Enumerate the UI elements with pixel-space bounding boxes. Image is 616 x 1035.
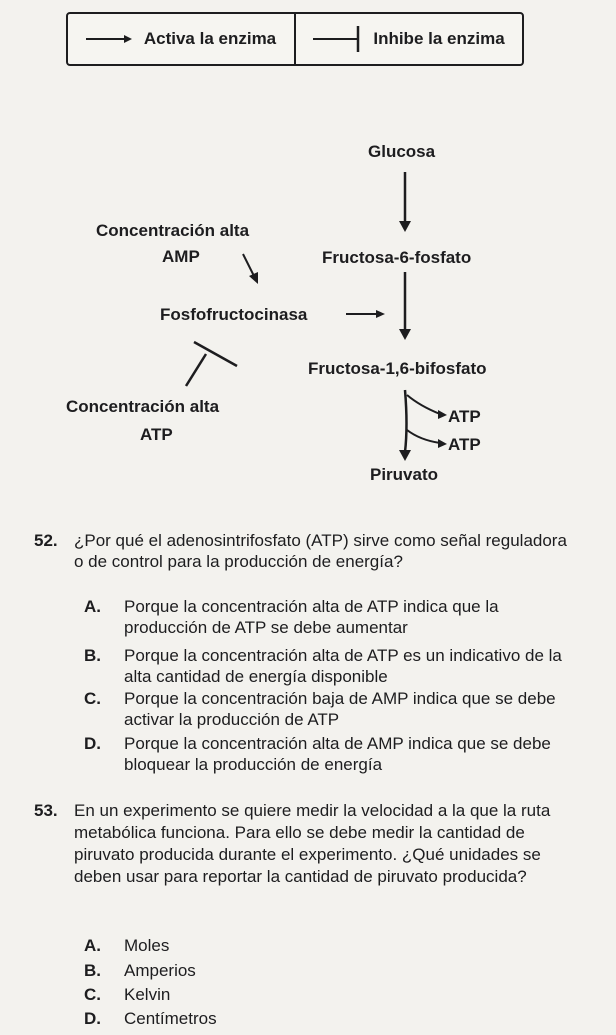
pyruvate-label: Piruvato bbox=[370, 465, 439, 484]
question-52-option-c[interactable] bbox=[84, 688, 570, 730]
question-53 bbox=[34, 800, 568, 888]
option-letter: C. bbox=[84, 689, 101, 708]
question-53-option-c[interactable] bbox=[84, 984, 570, 1005]
atp-inhibition-bar bbox=[186, 342, 237, 386]
option-letter: B. bbox=[84, 961, 101, 980]
atp-label-1: ATP bbox=[448, 407, 481, 426]
amp-activation-arrow bbox=[243, 254, 258, 284]
option-text: Porque la concentración alta de ATP indica que la producción de ATP se debe aumentar bbox=[124, 597, 499, 637]
question-53-number: 53. bbox=[34, 801, 58, 820]
option-text: Porque la concentración alta de ATP es un indicativo de la alta cantidad de energía disponible bbox=[124, 646, 562, 686]
question-53-option-a[interactable] bbox=[84, 935, 570, 956]
f6p-to-f16bp-arrow bbox=[399, 272, 411, 340]
option-text: Porque la concentración baja de AMP indica que se debe activar la producción de ATP bbox=[124, 689, 556, 729]
question-52 bbox=[34, 530, 568, 572]
fructose-6-phosphate-label: Fructosa-6-fosfato bbox=[322, 248, 472, 267]
option-letter: C. bbox=[84, 985, 101, 1004]
high-amp-label-line2: AMP bbox=[162, 247, 200, 266]
option-text: Centímetros bbox=[124, 1009, 217, 1028]
option-letter: A. bbox=[84, 597, 101, 616]
question-52-number: 52. bbox=[34, 531, 58, 550]
option-text: Kelvin bbox=[124, 985, 171, 1004]
pathway-arrows bbox=[0, 0, 616, 500]
option-letter: A. bbox=[84, 936, 101, 955]
fructose-1-6-bisphosphate-label: Fructosa-1,6-bifosfato bbox=[308, 359, 487, 378]
option-text: Porque la concentración alta de AMP indica que se debe bloquear la producción de energía bbox=[124, 734, 551, 774]
question-53-option-b[interactable] bbox=[84, 960, 570, 981]
question-52-option-d[interactable] bbox=[84, 733, 570, 775]
phosphofructokinase-label: Fosfofructocinasa bbox=[160, 305, 308, 324]
glucose-to-f6p-arrow bbox=[399, 172, 411, 232]
option-letter: B. bbox=[84, 646, 101, 665]
high-amp-label-line1: Concentración alta bbox=[96, 221, 250, 240]
option-letter: D. bbox=[84, 1009, 101, 1028]
question-52-option-a[interactable] bbox=[84, 596, 570, 638]
option-text: Moles bbox=[124, 936, 170, 955]
legend-activate-label: Activa la enzima bbox=[143, 29, 277, 48]
pfk-activation-arrow bbox=[346, 310, 385, 318]
atp-label-2: ATP bbox=[448, 435, 481, 454]
legend-inhibit-label: Inhibe la enzima bbox=[373, 29, 505, 48]
high-atp-label-line1: Concentración alta bbox=[66, 397, 220, 416]
high-atp-label-line2: ATP bbox=[140, 425, 173, 444]
glucose-label: Glucosa bbox=[368, 142, 436, 161]
option-letter: D. bbox=[84, 734, 101, 753]
question-52-option-b[interactable] bbox=[84, 645, 570, 687]
question-52-prompt: ¿Por qué el adenosintrifosfato (ATP) sirve como señal reguladora o de control para la producción de energía? bbox=[74, 531, 567, 571]
question-53-option-d[interactable] bbox=[84, 1008, 570, 1029]
question-53-prompt: En un experimento se quiere medir la velocidad a la que la ruta metabólica funciona. Para ello se debe medir la cantidad de piruvato producida durante el experimento. ¿Qué unidades se deben usar para reportar la cantidad de piruvato producida? bbox=[74, 801, 551, 886]
f16bp-to-pyruvate-arrow bbox=[399, 390, 447, 461]
option-text: Amperios bbox=[124, 961, 196, 980]
